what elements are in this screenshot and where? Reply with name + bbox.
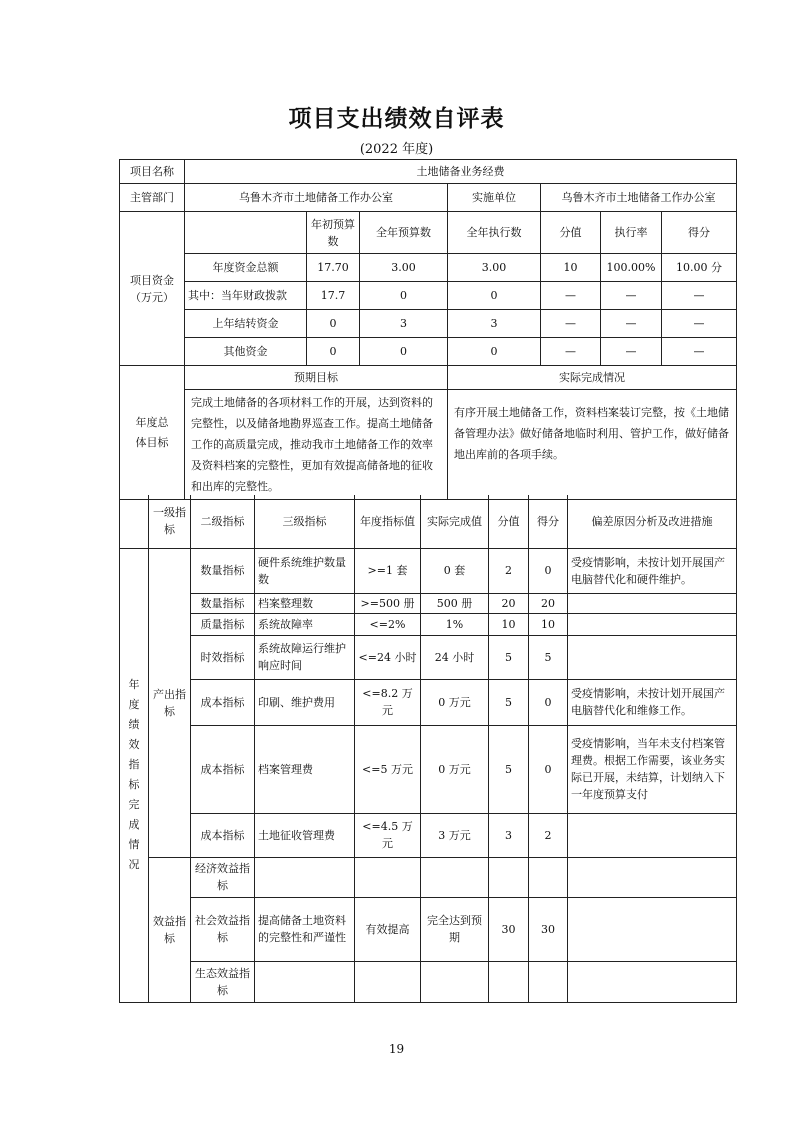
l3-indicator: 档案管理费 — [255, 725, 355, 813]
col-initial-budget: 年初预算数 — [307, 212, 360, 254]
reason-text — [568, 897, 737, 961]
page-number: 19 — [388, 1042, 405, 1056]
actual-value: 1% — [421, 613, 489, 635]
funds-rate: — — [601, 282, 662, 310]
col-level2: 二级指标 — [191, 495, 255, 548]
weight-value: 2 — [489, 548, 529, 593]
funds-header-blank — [185, 212, 307, 254]
l2-indicator: 成本指标 — [191, 679, 255, 725]
reason-text — [568, 813, 737, 857]
score-value: 10 — [529, 613, 568, 635]
funds-label — [120, 212, 185, 366]
funds-executed: 0 — [448, 338, 541, 366]
score-value: 0 — [529, 725, 568, 813]
score-value: 0 — [529, 548, 568, 593]
funds-initial: 17.7 — [307, 282, 360, 310]
l2-indicator: 数量指标 — [191, 593, 255, 613]
funds-score: — — [662, 338, 737, 366]
l3-indicator: 档案整理数 — [255, 593, 355, 613]
target-value: <=24 小时 — [355, 635, 421, 679]
actual-value: 0 套 — [421, 548, 489, 593]
target-value — [355, 961, 421, 1002]
weight-value — [489, 961, 529, 1002]
funds-row-name: 其中：当年财政拨款 — [185, 282, 307, 310]
funds-score: — — [662, 282, 737, 310]
reason-text — [568, 593, 737, 613]
project-name-value: 土地储备业务经费 — [185, 160, 737, 184]
col-weight: 分值 — [489, 495, 529, 548]
funds-weight: 10 — [541, 254, 601, 282]
actual-result-header: 实际完成情况 — [448, 366, 737, 390]
funds-label-line2: （万元） — [130, 290, 174, 304]
l3-indicator — [255, 961, 355, 1002]
funds-label-line1: 项目资金 — [130, 273, 174, 287]
expected-goal-header: 预期目标 — [185, 366, 448, 390]
l2-indicator: 成本指标 — [191, 813, 255, 857]
reason-text: 受疫情影响，未按计划开展国产电脑替代化和硬件维护。 — [568, 548, 737, 593]
actual-value: 24 小时 — [421, 635, 489, 679]
funds-rate: — — [601, 338, 662, 366]
funds-budget: 0 — [360, 338, 448, 366]
reason-text — [568, 613, 737, 635]
funds-initial: 0 — [307, 338, 360, 366]
actual-value — [421, 961, 489, 1002]
score-value: 0 — [529, 679, 568, 725]
target-value: <=2% — [355, 613, 421, 635]
performance-indicator-table — [119, 495, 737, 1003]
score-value: 30 — [529, 897, 568, 961]
funds-rate: — — [601, 310, 662, 338]
l2-indicator: 质量指标 — [191, 613, 255, 635]
actual-value: 3 万元 — [421, 813, 489, 857]
score-value: 2 — [529, 813, 568, 857]
score-value — [529, 857, 568, 897]
reason-text — [568, 857, 737, 897]
perf-header-blank — [120, 495, 149, 548]
weight-value: 5 — [489, 679, 529, 725]
funds-weight: — — [541, 310, 601, 338]
l3-indicator — [255, 857, 355, 897]
weight-value: 10 — [489, 613, 529, 635]
score-value — [529, 961, 568, 1002]
page-title: 项目支出绩效自评表 — [288, 106, 505, 132]
actual-value — [421, 857, 489, 897]
funds-rate: 100.00% — [601, 254, 662, 282]
col-level1: 一级指标 — [149, 495, 191, 548]
reason-text: 受疫情影响，未按计划开展国产电脑替代化和维修工作。 — [568, 679, 737, 725]
actual-value: 500 册 — [421, 593, 489, 613]
target-value: <=8.2 万元 — [355, 679, 421, 725]
self-evaluation-table-top — [119, 159, 737, 500]
reason-text — [568, 635, 737, 679]
target-value — [355, 857, 421, 897]
funds-weight: — — [541, 338, 601, 366]
l3-indicator: 土地征收管理费 — [255, 813, 355, 857]
dept-label: 主管部门 — [120, 184, 185, 212]
weight-value — [489, 857, 529, 897]
expected-goal-text: 完成土地储备的各项材料工作的开展，达到资料的完整性，以及储备地勘界巡查工作。提高土地储备工作的高质量完成，推动我市土地储备工作的效率及资料档案的完整性，更加有效提高储备地的征收和出库的完整性。 — [185, 390, 448, 500]
funds-row-name: 年度资金总额 — [185, 254, 307, 282]
actual-value: 0 万元 — [421, 679, 489, 725]
score-value: 20 — [529, 593, 568, 613]
l3-indicator: 系统故障率 — [255, 613, 355, 635]
col-score: 得分 — [529, 495, 568, 548]
col-level3: 三级指标 — [255, 495, 355, 548]
col-score-weight: 分值 — [541, 212, 601, 254]
funds-weight: — — [541, 282, 601, 310]
group-output: 产出指标 — [149, 548, 191, 857]
funds-executed: 3.00 — [448, 254, 541, 282]
perf-label: 年度绩效指标完成情况 — [120, 548, 149, 1002]
dept-value: 乌鲁木齐市土地储备工作办公室 — [185, 184, 448, 212]
weight-value: 20 — [489, 593, 529, 613]
l2-indicator: 数量指标 — [191, 548, 255, 593]
l2-indicator: 经济效益指标 — [191, 857, 255, 897]
funds-row-name: 其他资金 — [185, 338, 307, 366]
target-value: >=1 套 — [355, 548, 421, 593]
l3-indicator: 印刷、维护费用 — [255, 679, 355, 725]
col-full-budget: 全年预算数 — [360, 212, 448, 254]
weight-value: 5 — [489, 635, 529, 679]
funds-row-name: 上年结转资金 — [185, 310, 307, 338]
funds-budget: 0 — [360, 282, 448, 310]
funds-executed: 0 — [448, 282, 541, 310]
weight-value: 30 — [489, 897, 529, 961]
reason-text: 受疫情影响，当年未支付档案管理费。根据工作需要，该业务实际已开展，未结算，计划纳入下一年度预算支付 — [568, 725, 737, 813]
score-value: 5 — [529, 635, 568, 679]
l3-indicator: 系统故障运行维护响应时间 — [255, 635, 355, 679]
col-executed: 全年执行数 — [448, 212, 541, 254]
group-benefit: 效益指标 — [149, 857, 191, 1002]
actual-result-text: 有序开展土地储备工作，资料档案装订完整，按《土地储备管理办法》做好储备地临时利用、管护工作，做好储备地出库前的各项手续。 — [448, 390, 737, 500]
l3-indicator: 提高储备土地资料的完整性和严谨性 — [255, 897, 355, 961]
project-name-label: 项目名称 — [120, 160, 185, 184]
weight-value: 5 — [489, 725, 529, 813]
l2-indicator: 生态效益指标 — [191, 961, 255, 1002]
target-value: <=5 万元 — [355, 725, 421, 813]
funds-initial: 0 — [307, 310, 360, 338]
funds-score: — — [662, 310, 737, 338]
actual-value: 0 万元 — [421, 725, 489, 813]
col-exec-rate: 执行率 — [601, 212, 662, 254]
target-value: >=500 册 — [355, 593, 421, 613]
funds-executed: 3 — [448, 310, 541, 338]
col-target: 年度指标值 — [355, 495, 421, 548]
col-actual: 实际完成值 — [421, 495, 489, 548]
goals-label: 年度总体目标 — [120, 366, 185, 500]
col-reason: 偏差原因分析及改进措施 — [568, 495, 737, 548]
impl-value: 乌鲁木齐市土地储备工作办公室 — [541, 184, 737, 212]
target-value: <=4.5 万元 — [355, 813, 421, 857]
col-score: 得分 — [662, 212, 737, 254]
impl-label: 实施单位 — [448, 184, 541, 212]
funds-budget: 3 — [360, 310, 448, 338]
reason-text — [568, 961, 737, 1002]
year-subtitle: (2022 年度) — [359, 142, 434, 157]
funds-budget: 3.00 — [360, 254, 448, 282]
weight-value: 3 — [489, 813, 529, 857]
actual-value: 完全达到预期 — [421, 897, 489, 961]
funds-score: 10.00 分 — [662, 254, 737, 282]
l2-indicator: 成本指标 — [191, 725, 255, 813]
target-value: 有效提高 — [355, 897, 421, 961]
l2-indicator: 时效指标 — [191, 635, 255, 679]
funds-initial: 17.70 — [307, 254, 360, 282]
l2-indicator: 社会效益指标 — [191, 897, 255, 961]
l3-indicator: 硬件系统维护数量数 — [255, 548, 355, 593]
